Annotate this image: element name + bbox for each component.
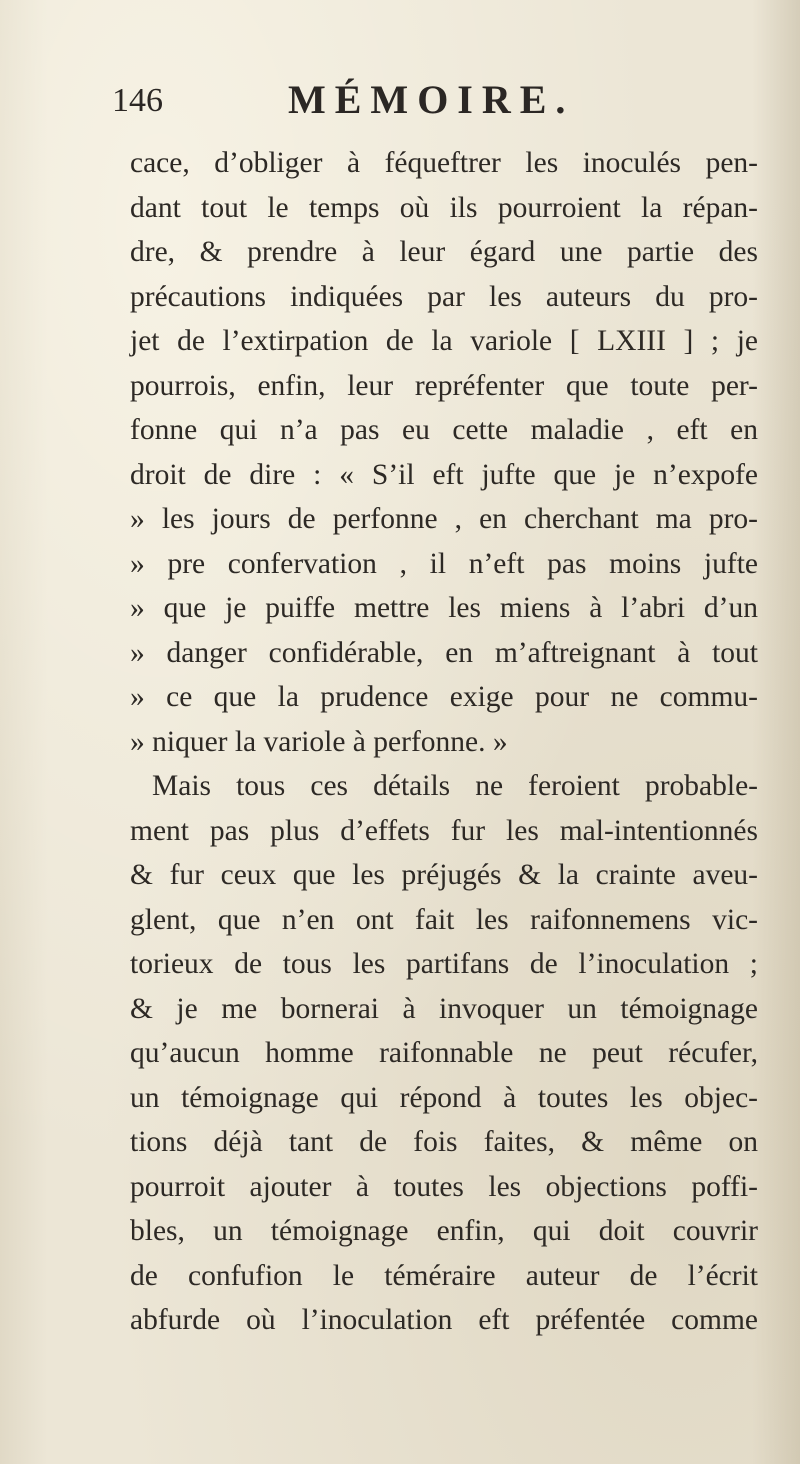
text-line: pourrois, enfin, leur repréfenter que toute per- <box>130 369 758 402</box>
text-line: de confufion le téméraire auteur de l’écrit <box>130 1259 758 1292</box>
text-line: un témoignage qui répond à toutes les objec- <box>130 1081 758 1114</box>
text-line: & fur ceux que les préjugés & la crainte aveu- <box>130 859 758 891</box>
text-line: bles, un témoignage enfin, qui doit couvrir <box>130 1215 758 1247</box>
text-line: cace, d’obliger à féqueftrer les inoculés pen- <box>130 147 758 179</box>
body-text <box>130 141 758 1343</box>
text-line: droit de dire : « S’il eft jufte que je n’expofe <box>130 458 758 491</box>
text-line: abfurde où l’inoculation eft préfentée comme <box>130 1304 758 1336</box>
text-line: dant tout le temps où ils pourroient la répan- <box>130 191 758 224</box>
text-line: torieux de tous les partifans de l’inoculation ; <box>130 948 758 980</box>
page-header <box>112 72 752 132</box>
text-line: Mais tous ces détails ne feroient probable- <box>152 770 758 802</box>
text-line: fonne qui n’a pas eu cette maladie , eft en <box>130 414 758 446</box>
text-line: précautions indiquées par les auteurs du pro- <box>130 280 758 313</box>
text-line: jet de l’extirpation de la variole [ LXIII ] ; je <box>130 325 758 357</box>
text-line: ment pas plus d’effets fur les mal-intentionnés <box>130 814 758 847</box>
text-line: » ce que la prudence exige pour ne commu- <box>130 681 758 713</box>
text-line: » pre confervation , il n’eft pas moins jufte <box>130 547 758 580</box>
text-line: pourroit ajouter à toutes les objections poffi- <box>130 1170 758 1203</box>
text-line: glent, que n’en ont fait les raifonnemens vic- <box>130 903 758 936</box>
page-number: 146 <box>112 82 163 119</box>
running-title: MÉMOIRE. <box>288 77 575 122</box>
text-line: » les jours de perfonne , en cherchant ma pro- <box>130 503 758 535</box>
text-line: qu’aucun homme raifonnable ne peut récufer, <box>130 1037 758 1069</box>
text-line: dre, & prendre à leur égard une partie des <box>130 236 758 268</box>
text-line: » niquer la variole à perfonne. » <box>130 725 508 758</box>
text-line: » danger confidérable, en m’aftreignant à tout <box>130 636 758 669</box>
text-line: & je me bornerai à invoquer un témoignage <box>130 992 758 1025</box>
text-line: tions déjà tant de fois faites, & même on <box>130 1126 758 1158</box>
text-line: » que je puiffe mettre les miens à l’abri d’un <box>130 592 758 624</box>
